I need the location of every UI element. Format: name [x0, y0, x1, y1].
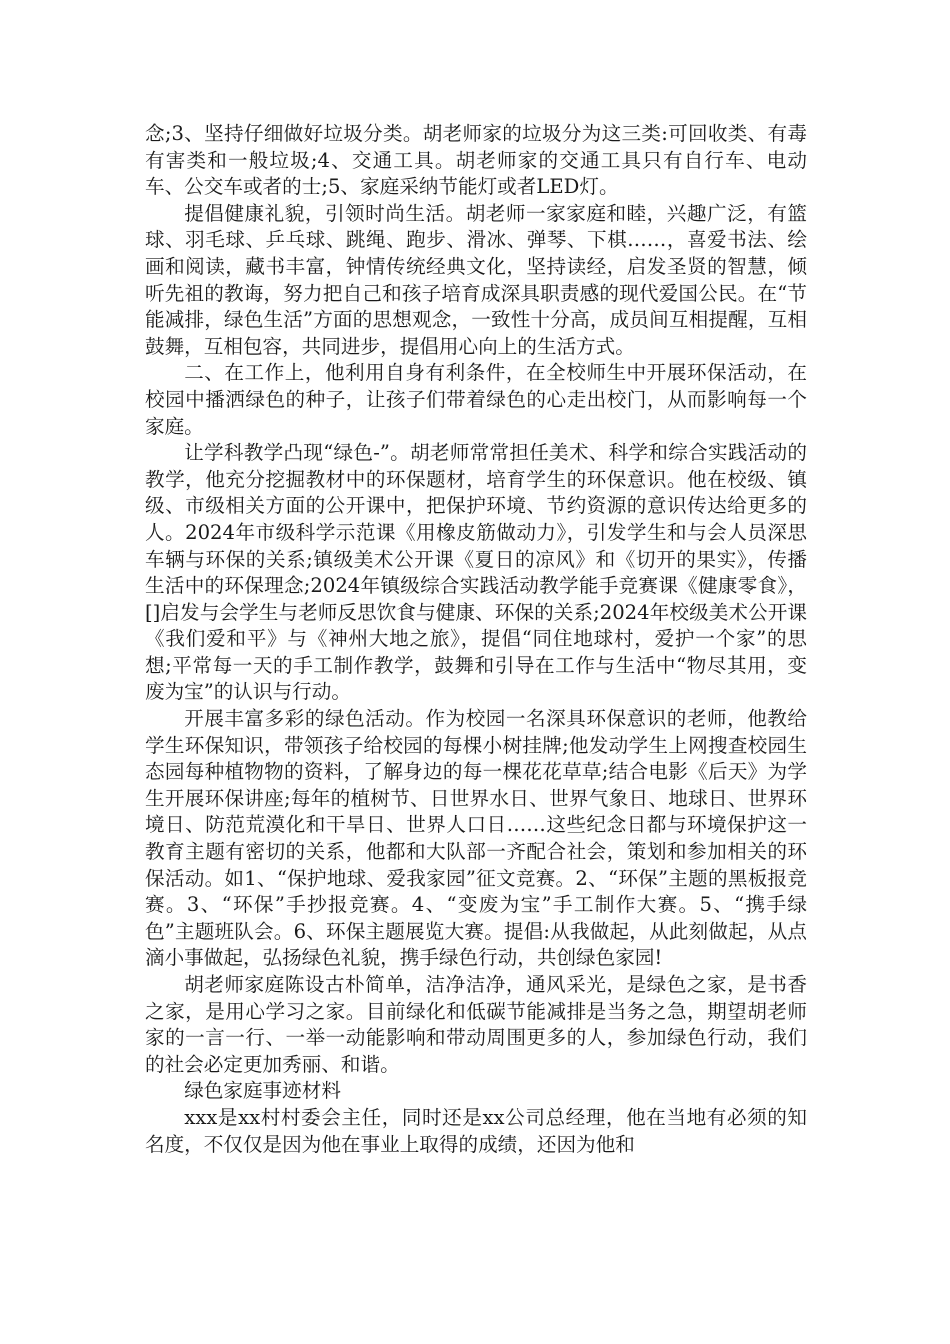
paragraph-3: 二、在工作上，他利用自身有利条件，在全校师生中开展环保活动，在校园中播洒绿色的种子，让孩子们带着绿色的心走出校门，从而影响每一个家庭。: [145, 361, 807, 438]
paragraph-6: 胡老师家庭陈设古朴简单，洁净洁净，通风采光，是绿色之家，是书香之家，是用心学习之家。目前绿化和低碳节能减排是当务之急，期望胡老师家的一言一行、一举一动能影响和带动周围更多的人，参加绿色行动，我们的社会必定更加秀丽、和谐。: [145, 973, 807, 1076]
paragraph-4: 让学科教学凸现“绿色-”。胡老师常常担任美术、科学和综合实践活动的教学，他充分挖掘教材中的环保题材，培育学生的环保意识。他在校级、镇级、市级相关方面的公开课中，把保护环境、节约资源的意识传达给更多的人。2024年市级科学示范课《用橡皮筋做动力》，引发学生和与会人员深思车辆与环保的关系;镇级美术公开课《夏日的凉风》和《切开的果实》，传播生活中的环保理念;2024年镇级综合实践活动教学能手竞赛课《健康零食》，[]启发与会学生与老师反思饮食与健康、环保的关系;2024年校级美术公开课《我们爱和平》与《神州大地之旅》，提倡“同住地球村，爱护一个家”的思想;平常每一天的手工制作教学，鼓舞和引导在工作与生活中“物尽其用，变废为宝”的认识与行动。: [145, 441, 807, 704]
section-title: 绿色家庭事迹材料: [184, 1079, 341, 1103]
paragraph-5: 开展丰富多彩的绿色活动。作为校园一名深具环保意识的老师，他教给学生环保知识，带领孩子给校园的每棵小树挂牌;他发动学生上网搜查校园生态园每种植物物的资料，了解身边的每一棵花花草草;结合电影《后天》为学生开展环保讲座;每年的植树节、日世界水日、世界气象日、地球日、世界环境日、防范荒漠化和干旱日、世界人口日……这些纪念日都与环境保护这一教育主题有密切的关系，他都和大队部一齐配合社会，策划和参加相关的环保活动。如1、“保护地球、爱我家园”征文竞赛。2、“环保”主题的黑板报竞赛。3、“环保”手抄报竞赛。4、“变废为宝”手工制作大赛。5、“携手绿色”主题班队会。6、环保主题展览大赛。提倡:从我做起，从此刻做起，从点滴小事做起，弘扬绿色礼貌，携手绿色行动，共创绿色家园!: [145, 707, 807, 970]
document-body: [145, 121, 807, 1158]
paragraph-2: 提倡健康礼貌，引领时尚生活。胡老师一家家庭和睦，兴趣广泛，有篮球、羽毛球、乒乓球、跳绳、跑步、滑冰、弹琴、下棋……，喜爱书法、绘画和阅读，藏书丰富，钟情传统经典文化，坚持读经，启发圣贤的智慧，倾听先祖的教诲，努力把自己和孩子培育成深具职责感的现代爱国公民。在“节能减排，绿色生活”方面的思想观念，一致性十分高，成员间互相提醒，互相鼓舞，互相包容，共同进步，提倡用心向上的生活方式。: [145, 201, 807, 358]
paragraph-1: 念;3、坚持仔细做好垃圾分类。胡老师家的垃圾分为这三类:可回收类、有毒有害类和一般垃圾;4、交通工具。胡老师家的交通工具只有自行车、电动车、公交车或者的士;5、家庭采纳节能灯或者LED灯。: [145, 122, 807, 199]
paragraph-8: xxx是xx村村委会主任，同时还是xx公司总经理，他在当地有必须的知名度，不仅仅是因为他在事业上取得的成绩，还因为他和: [145, 1105, 807, 1156]
